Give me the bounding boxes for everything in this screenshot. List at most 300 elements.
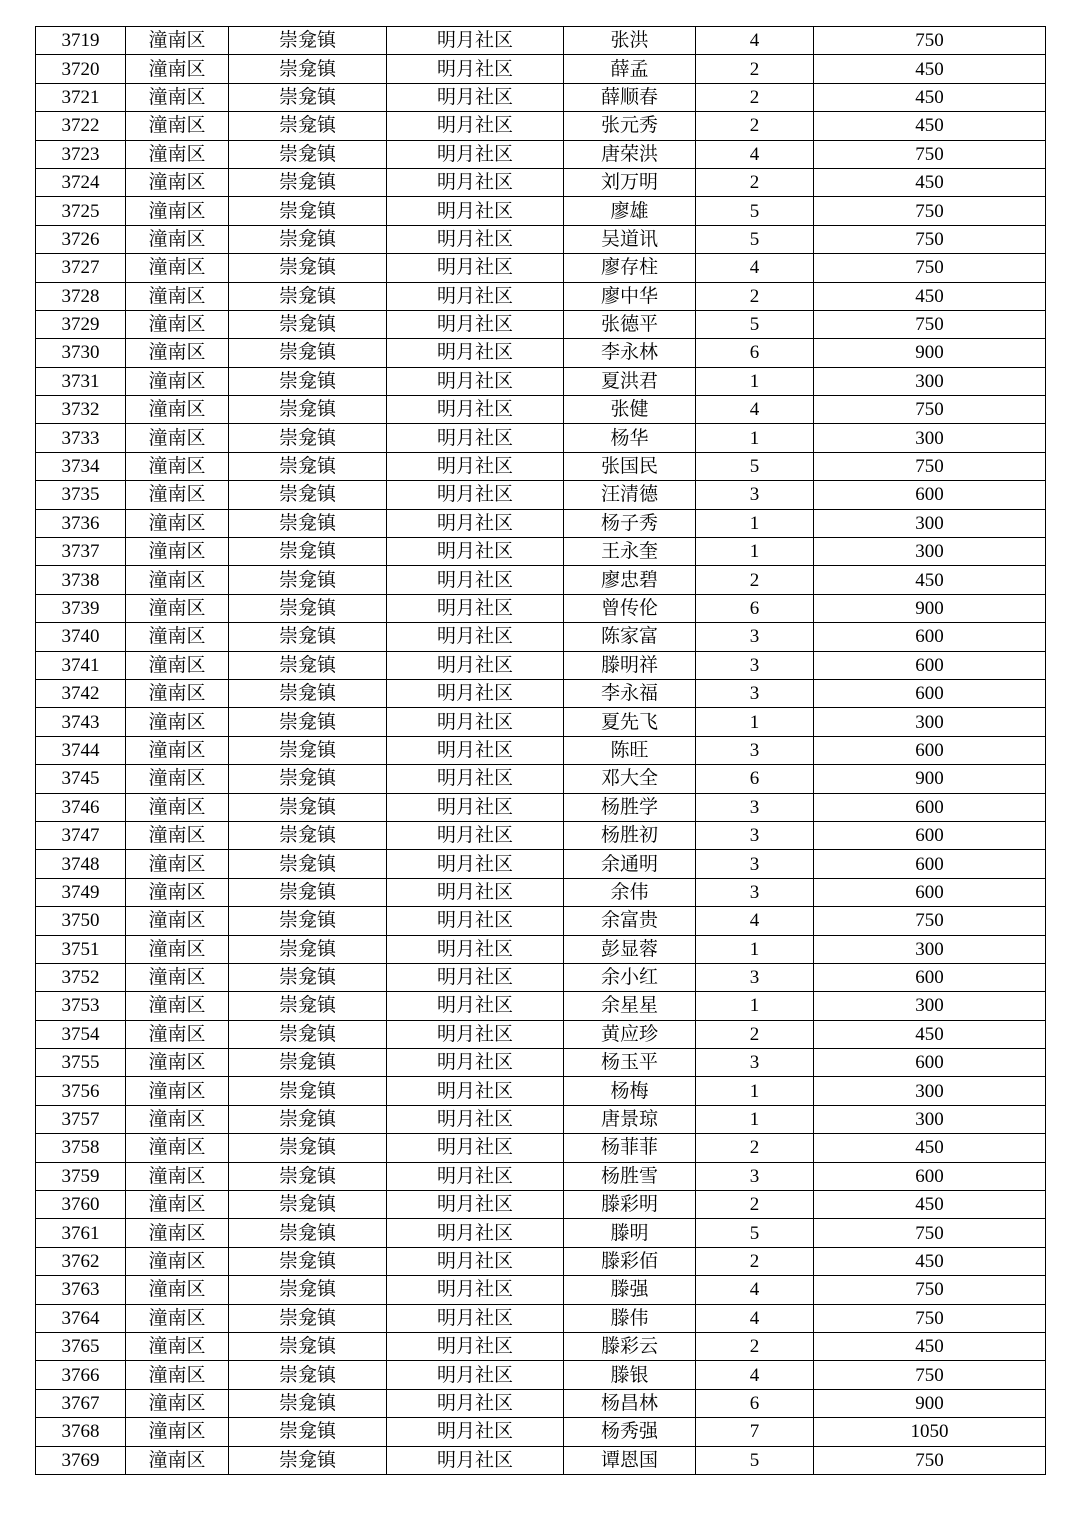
table-row	[36, 1361, 1046, 1389]
town-cell: 崇龛镇	[229, 594, 387, 622]
town-cell: 崇龛镇	[229, 396, 387, 424]
serial-cell: 3763	[36, 1276, 126, 1304]
household-size-cell: 7	[696, 1418, 814, 1446]
district-cell: 潼南区	[126, 1077, 229, 1105]
table-row	[36, 197, 1046, 225]
serial-cell: 3755	[36, 1049, 126, 1077]
district-cell: 潼南区	[126, 83, 229, 111]
town-cell: 崇龛镇	[229, 992, 387, 1020]
serial-cell: 3735	[36, 481, 126, 509]
town-cell: 崇龛镇	[229, 55, 387, 83]
serial-cell: 3742	[36, 679, 126, 707]
table-row	[36, 509, 1046, 537]
district-cell: 潼南区	[126, 623, 229, 651]
serial-cell: 3759	[36, 1162, 126, 1190]
amount-cell: 450	[814, 1020, 1046, 1048]
community-cell: 明月社区	[387, 793, 564, 821]
town-cell: 崇龛镇	[229, 963, 387, 991]
amount-cell: 450	[814, 1332, 1046, 1360]
household-size-cell: 4	[696, 1304, 814, 1332]
district-cell: 潼南区	[126, 765, 229, 793]
name-cell: 滕彩佰	[564, 1247, 696, 1275]
household-size-cell: 1	[696, 538, 814, 566]
district-cell: 潼南区	[126, 708, 229, 736]
amount-cell: 450	[814, 282, 1046, 310]
amount-cell: 450	[814, 1247, 1046, 1275]
community-cell: 明月社区	[387, 1219, 564, 1247]
table-row	[36, 736, 1046, 764]
district-cell: 潼南区	[126, 1332, 229, 1360]
district-cell: 潼南区	[126, 1049, 229, 1077]
serial-cell: 3738	[36, 566, 126, 594]
town-cell: 崇龛镇	[229, 736, 387, 764]
community-cell: 明月社区	[387, 254, 564, 282]
serial-cell: 3768	[36, 1418, 126, 1446]
community-cell: 明月社区	[387, 1247, 564, 1275]
community-cell: 明月社区	[387, 736, 564, 764]
name-cell: 李永林	[564, 339, 696, 367]
town-cell: 崇龛镇	[229, 708, 387, 736]
district-cell: 潼南区	[126, 1304, 229, 1332]
table-row	[36, 140, 1046, 168]
district-cell: 潼南区	[126, 1162, 229, 1190]
serial-cell: 3719	[36, 27, 126, 55]
table-row	[36, 594, 1046, 622]
serial-cell: 3745	[36, 765, 126, 793]
district-cell: 潼南区	[126, 509, 229, 537]
table-row	[36, 396, 1046, 424]
amount-cell: 450	[814, 83, 1046, 111]
district-cell: 潼南区	[126, 1191, 229, 1219]
town-cell: 崇龛镇	[229, 197, 387, 225]
amount-cell: 600	[814, 1162, 1046, 1190]
amount-cell: 300	[814, 509, 1046, 537]
name-cell: 张健	[564, 396, 696, 424]
name-cell: 杨菲菲	[564, 1134, 696, 1162]
community-cell: 明月社区	[387, 452, 564, 480]
household-size-cell: 3	[696, 736, 814, 764]
town-cell: 崇龛镇	[229, 1077, 387, 1105]
name-cell: 谭恩国	[564, 1446, 696, 1474]
table-row	[36, 83, 1046, 111]
amount-cell: 900	[814, 1389, 1046, 1417]
serial-cell: 3733	[36, 424, 126, 452]
table-row	[36, 1049, 1046, 1077]
town-cell: 崇龛镇	[229, 821, 387, 849]
name-cell: 唐荣洪	[564, 140, 696, 168]
amount-cell: 450	[814, 112, 1046, 140]
household-size-cell: 5	[696, 1219, 814, 1247]
name-cell: 吴道讯	[564, 225, 696, 253]
district-cell: 潼南区	[126, 367, 229, 395]
serial-cell: 3721	[36, 83, 126, 111]
name-cell: 薛顺春	[564, 83, 696, 111]
community-cell: 明月社区	[387, 963, 564, 991]
table-row	[36, 112, 1046, 140]
town-cell: 崇龛镇	[229, 1418, 387, 1446]
name-cell: 杨玉平	[564, 1049, 696, 1077]
serial-cell: 3746	[36, 793, 126, 821]
name-cell: 张德平	[564, 310, 696, 338]
town-cell: 崇龛镇	[229, 1247, 387, 1275]
community-cell: 明月社区	[387, 140, 564, 168]
town-cell: 崇龛镇	[229, 765, 387, 793]
table-row	[36, 907, 1046, 935]
name-cell: 廖忠碧	[564, 566, 696, 594]
district-cell: 潼南区	[126, 651, 229, 679]
amount-cell: 900	[814, 594, 1046, 622]
serial-cell: 3722	[36, 112, 126, 140]
name-cell: 邓大全	[564, 765, 696, 793]
serial-cell: 3744	[36, 736, 126, 764]
community-cell: 明月社区	[387, 679, 564, 707]
town-cell: 崇龛镇	[229, 907, 387, 935]
serial-cell: 3743	[36, 708, 126, 736]
town-cell: 崇龛镇	[229, 27, 387, 55]
table-row	[36, 1389, 1046, 1417]
amount-cell: 750	[814, 140, 1046, 168]
town-cell: 崇龛镇	[229, 1389, 387, 1417]
name-cell: 杨胜学	[564, 793, 696, 821]
table-row	[36, 452, 1046, 480]
town-cell: 崇龛镇	[229, 679, 387, 707]
name-cell: 杨子秀	[564, 509, 696, 537]
name-cell: 滕强	[564, 1276, 696, 1304]
household-size-cell: 4	[696, 1276, 814, 1304]
community-cell: 明月社区	[387, 112, 564, 140]
community-cell: 明月社区	[387, 310, 564, 338]
table-row	[36, 935, 1046, 963]
community-cell: 明月社区	[387, 1361, 564, 1389]
table-row	[36, 1304, 1046, 1332]
household-size-cell: 4	[696, 27, 814, 55]
district-cell: 潼南区	[126, 254, 229, 282]
amount-cell: 750	[814, 1276, 1046, 1304]
name-cell: 杨梅	[564, 1077, 696, 1105]
town-cell: 崇龛镇	[229, 339, 387, 367]
community-cell: 明月社区	[387, 623, 564, 651]
household-size-cell: 6	[696, 765, 814, 793]
amount-cell: 300	[814, 992, 1046, 1020]
table-row	[36, 1247, 1046, 1275]
name-cell: 陈旺	[564, 736, 696, 764]
household-size-cell: 1	[696, 509, 814, 537]
town-cell: 崇龛镇	[229, 651, 387, 679]
household-size-cell: 2	[696, 1191, 814, 1219]
serial-cell: 3732	[36, 396, 126, 424]
table-row	[36, 821, 1046, 849]
amount-cell: 450	[814, 168, 1046, 196]
town-cell: 崇龛镇	[229, 623, 387, 651]
name-cell: 廖存柱	[564, 254, 696, 282]
household-size-cell: 5	[696, 1446, 814, 1474]
name-cell: 余星星	[564, 992, 696, 1020]
table-row	[36, 339, 1046, 367]
community-cell: 明月社区	[387, 1077, 564, 1105]
household-size-cell: 2	[696, 1134, 814, 1162]
amount-cell: 300	[814, 538, 1046, 566]
household-size-cell: 5	[696, 197, 814, 225]
amount-cell: 300	[814, 1077, 1046, 1105]
household-size-cell: 3	[696, 793, 814, 821]
household-size-cell: 4	[696, 907, 814, 935]
name-cell: 唐景琼	[564, 1105, 696, 1133]
name-cell: 廖雄	[564, 197, 696, 225]
amount-cell: 600	[814, 481, 1046, 509]
table-row	[36, 254, 1046, 282]
table-row	[36, 1191, 1046, 1219]
town-cell: 崇龛镇	[229, 509, 387, 537]
amount-cell: 1050	[814, 1418, 1046, 1446]
amount-cell: 750	[814, 907, 1046, 935]
community-cell: 明月社区	[387, 850, 564, 878]
district-cell: 潼南区	[126, 168, 229, 196]
district-cell: 潼南区	[126, 339, 229, 367]
name-cell: 彭显蓉	[564, 935, 696, 963]
serial-cell: 3758	[36, 1134, 126, 1162]
community-cell: 明月社区	[387, 594, 564, 622]
district-cell: 潼南区	[126, 225, 229, 253]
serial-cell: 3723	[36, 140, 126, 168]
district-cell: 潼南区	[126, 566, 229, 594]
community-cell: 明月社区	[387, 708, 564, 736]
community-cell: 明月社区	[387, 765, 564, 793]
amount-cell: 300	[814, 708, 1046, 736]
community-cell: 明月社区	[387, 821, 564, 849]
table-row	[36, 481, 1046, 509]
serial-cell: 3734	[36, 452, 126, 480]
amount-cell: 300	[814, 367, 1046, 395]
district-cell: 潼南区	[126, 396, 229, 424]
table-row	[36, 963, 1046, 991]
town-cell: 崇龛镇	[229, 310, 387, 338]
table-row	[36, 623, 1046, 651]
serial-cell: 3749	[36, 878, 126, 906]
district-cell: 潼南区	[126, 538, 229, 566]
district-cell: 潼南区	[126, 55, 229, 83]
district-cell: 潼南区	[126, 282, 229, 310]
district-cell: 潼南区	[126, 736, 229, 764]
household-size-cell: 1	[696, 935, 814, 963]
serial-cell: 3741	[36, 651, 126, 679]
household-size-cell: 3	[696, 651, 814, 679]
name-cell: 李永福	[564, 679, 696, 707]
district-cell: 潼南区	[126, 310, 229, 338]
community-cell: 明月社区	[387, 907, 564, 935]
amount-cell: 750	[814, 1361, 1046, 1389]
serial-cell: 3762	[36, 1247, 126, 1275]
amount-cell: 450	[814, 1134, 1046, 1162]
amount-cell: 750	[814, 1219, 1046, 1247]
community-cell: 明月社区	[387, 168, 564, 196]
community-cell: 明月社区	[387, 1418, 564, 1446]
town-cell: 崇龛镇	[229, 1191, 387, 1219]
household-size-cell: 6	[696, 1389, 814, 1417]
town-cell: 崇龛镇	[229, 1162, 387, 1190]
table-row	[36, 765, 1046, 793]
table-row	[36, 878, 1046, 906]
table-row	[36, 793, 1046, 821]
name-cell: 张洪	[564, 27, 696, 55]
amount-cell: 900	[814, 339, 1046, 367]
town-cell: 崇龛镇	[229, 878, 387, 906]
name-cell: 杨昌林	[564, 1389, 696, 1417]
name-cell: 夏洪君	[564, 367, 696, 395]
household-size-cell: 1	[696, 367, 814, 395]
town-cell: 崇龛镇	[229, 481, 387, 509]
town-cell: 崇龛镇	[229, 452, 387, 480]
community-cell: 明月社区	[387, 538, 564, 566]
household-size-cell: 3	[696, 821, 814, 849]
town-cell: 崇龛镇	[229, 1020, 387, 1048]
serial-cell: 3724	[36, 168, 126, 196]
serial-cell: 3765	[36, 1332, 126, 1360]
household-size-cell: 3	[696, 878, 814, 906]
serial-cell: 3764	[36, 1304, 126, 1332]
community-cell: 明月社区	[387, 282, 564, 310]
serial-cell: 3726	[36, 225, 126, 253]
amount-cell: 300	[814, 1105, 1046, 1133]
district-cell: 潼南区	[126, 27, 229, 55]
amount-cell: 600	[814, 679, 1046, 707]
town-cell: 崇龛镇	[229, 538, 387, 566]
name-cell: 余富贵	[564, 907, 696, 935]
serial-cell: 3731	[36, 367, 126, 395]
table-row	[36, 1105, 1046, 1133]
amount-cell: 600	[814, 1049, 1046, 1077]
serial-cell: 3757	[36, 1105, 126, 1133]
table-row	[36, 850, 1046, 878]
town-cell: 崇龛镇	[229, 1105, 387, 1133]
district-cell: 潼南区	[126, 679, 229, 707]
name-cell: 余小红	[564, 963, 696, 991]
name-cell: 廖中华	[564, 282, 696, 310]
name-cell: 余通明	[564, 850, 696, 878]
community-cell: 明月社区	[387, 1049, 564, 1077]
household-size-cell: 6	[696, 339, 814, 367]
district-cell: 潼南区	[126, 793, 229, 821]
amount-cell: 600	[814, 793, 1046, 821]
household-size-cell: 4	[696, 140, 814, 168]
name-cell: 杨华	[564, 424, 696, 452]
data-table	[35, 26, 1046, 1475]
town-cell: 崇龛镇	[229, 1219, 387, 1247]
district-cell: 潼南区	[126, 992, 229, 1020]
community-cell: 明月社区	[387, 1191, 564, 1219]
household-size-cell: 2	[696, 83, 814, 111]
town-cell: 崇龛镇	[229, 1134, 387, 1162]
name-cell: 余伟	[564, 878, 696, 906]
town-cell: 崇龛镇	[229, 168, 387, 196]
serial-cell: 3760	[36, 1191, 126, 1219]
household-size-cell: 4	[696, 254, 814, 282]
town-cell: 崇龛镇	[229, 1446, 387, 1474]
household-size-cell: 4	[696, 396, 814, 424]
serial-cell: 3751	[36, 935, 126, 963]
serial-cell: 3761	[36, 1219, 126, 1247]
name-cell: 杨胜雪	[564, 1162, 696, 1190]
community-cell: 明月社区	[387, 1332, 564, 1360]
table-row	[36, 679, 1046, 707]
serial-cell: 3750	[36, 907, 126, 935]
name-cell: 杨胜初	[564, 821, 696, 849]
community-cell: 明月社区	[387, 509, 564, 537]
town-cell: 崇龛镇	[229, 367, 387, 395]
amount-cell: 300	[814, 935, 1046, 963]
table-row	[36, 1020, 1046, 1048]
community-cell: 明月社区	[387, 1020, 564, 1048]
household-size-cell: 3	[696, 1049, 814, 1077]
district-cell: 潼南区	[126, 821, 229, 849]
name-cell: 滕银	[564, 1361, 696, 1389]
community-cell: 明月社区	[387, 1304, 564, 1332]
serial-cell: 3737	[36, 538, 126, 566]
name-cell: 张元秀	[564, 112, 696, 140]
household-size-cell: 5	[696, 310, 814, 338]
town-cell: 崇龛镇	[229, 793, 387, 821]
community-cell: 明月社区	[387, 367, 564, 395]
town-cell: 崇龛镇	[229, 282, 387, 310]
district-cell: 潼南区	[126, 935, 229, 963]
community-cell: 明月社区	[387, 55, 564, 83]
town-cell: 崇龛镇	[229, 1049, 387, 1077]
serial-cell: 3740	[36, 623, 126, 651]
table-body	[36, 27, 1046, 1475]
district-cell: 潼南区	[126, 112, 229, 140]
district-cell: 潼南区	[126, 197, 229, 225]
serial-cell: 3727	[36, 254, 126, 282]
name-cell: 滕明祥	[564, 651, 696, 679]
serial-cell: 3754	[36, 1020, 126, 1048]
serial-cell: 3753	[36, 992, 126, 1020]
table-row	[36, 27, 1046, 55]
district-cell: 潼南区	[126, 1247, 229, 1275]
community-cell: 明月社区	[387, 27, 564, 55]
amount-cell: 600	[814, 878, 1046, 906]
community-cell: 明月社区	[387, 396, 564, 424]
table-row	[36, 992, 1046, 1020]
table-row	[36, 310, 1046, 338]
table-row	[36, 367, 1046, 395]
household-size-cell: 5	[696, 452, 814, 480]
table-row	[36, 55, 1046, 83]
town-cell: 崇龛镇	[229, 112, 387, 140]
amount-cell: 750	[814, 197, 1046, 225]
serial-cell: 3767	[36, 1389, 126, 1417]
amount-cell: 600	[814, 850, 1046, 878]
community-cell: 明月社区	[387, 1446, 564, 1474]
table-row	[36, 708, 1046, 736]
district-cell: 潼南区	[126, 1446, 229, 1474]
community-cell: 明月社区	[387, 1162, 564, 1190]
community-cell: 明月社区	[387, 424, 564, 452]
household-size-cell: 3	[696, 963, 814, 991]
household-size-cell: 3	[696, 481, 814, 509]
household-size-cell: 1	[696, 992, 814, 1020]
table-row	[36, 1219, 1046, 1247]
household-size-cell: 2	[696, 1247, 814, 1275]
table-row	[36, 282, 1046, 310]
name-cell: 杨秀强	[564, 1418, 696, 1446]
household-size-cell: 3	[696, 850, 814, 878]
household-size-cell: 6	[696, 594, 814, 622]
amount-cell: 750	[814, 452, 1046, 480]
amount-cell: 450	[814, 1191, 1046, 1219]
district-cell: 潼南区	[126, 452, 229, 480]
community-cell: 明月社区	[387, 878, 564, 906]
district-cell: 潼南区	[126, 1418, 229, 1446]
serial-cell: 3752	[36, 963, 126, 991]
